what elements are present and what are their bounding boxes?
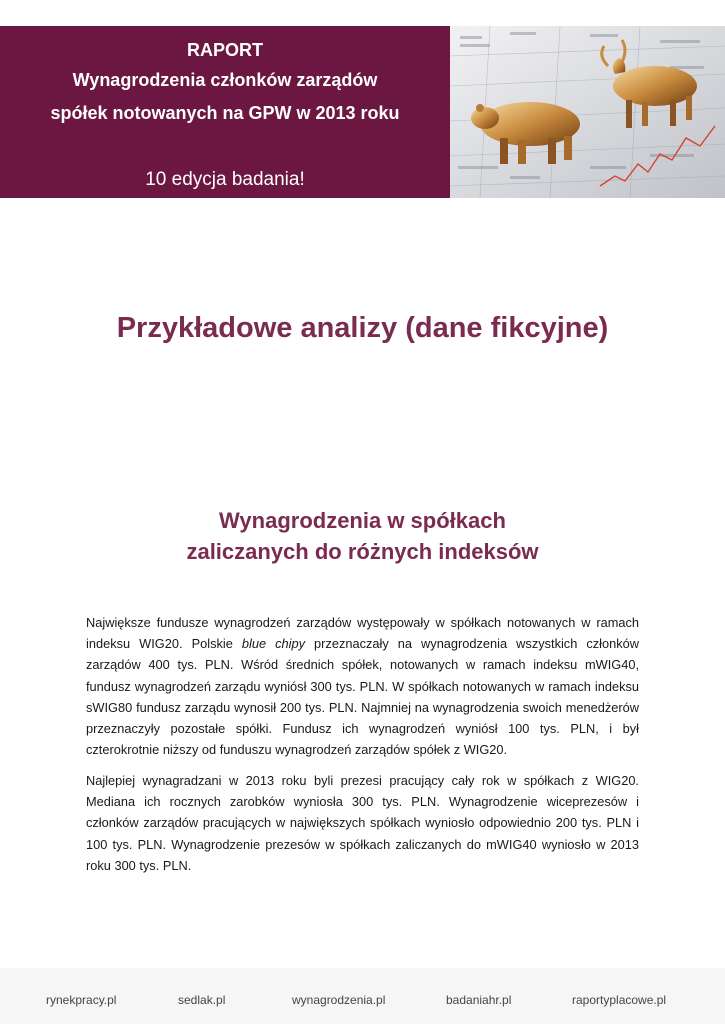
- footer-link-badaniahr[interactable]: badaniahr.pl: [446, 993, 512, 1007]
- footer-link-wynagrodzenia[interactable]: wynagrodzenia.pl: [292, 993, 386, 1007]
- banner-title-line-1: Wynagrodzenia członków zarządów: [72, 70, 378, 90]
- bull-bear-illustration: [450, 26, 725, 198]
- banner-title-line-2: spółek notowanych na GPW w 2013 roku: [50, 103, 400, 123]
- paragraph-1-italic: blue chipy: [241, 636, 305, 652]
- footer-link-sedlak[interactable]: sedlak.pl: [178, 993, 226, 1007]
- footer-link-raportyplacowe[interactable]: raportyplacowe.pl: [572, 993, 667, 1007]
- paragraph-index-funds: [86, 612, 639, 760]
- footer-link-rynekpracy[interactable]: rynekpracy.pl: [46, 993, 117, 1007]
- banner-edition: 10 edycja badania!: [145, 169, 305, 190]
- main-heading: Przykładowe analizy (dane fikcyjne): [116, 312, 609, 344]
- paragraph-ceo-pay: Najlepiej wynagradzani w 2013 roku byli prezesi pracujący cały rok w spółkach z WIG20. Mediana ich rocznych zarobków wyniosła 300 tys. PLN. Wynagrodzenie wiceprezesów i członków zarządów pracujących w największych spółkach wyniosło odpowiednio 200 tys. PLN i 100 tys. PLN. Wynagrodzenie prezesów w spółkach zaliczanych do mWIG40 wyniosło w 2013 roku 300 tys. PLN.: [86, 773, 639, 873]
- footer: [0, 968, 725, 1024]
- paragraph-1-text-a: Największe fundusze wynagrodzeń zarządów występowały w spółkach notowanych w ramach indeksu WIG20. Polskie: [86, 615, 639, 652]
- banner-text: [0, 26, 450, 198]
- section-heading: [0, 505, 725, 567]
- section-heading-line-1: Wynagrodzenia w spółkach: [219, 508, 506, 533]
- paragraph-1-text-b: przeznaczały na wynagrodzenia wszystkich członków zarządów 400 tys. PLN. Wśród średnich spółek, notowanych w ramach indeksu mWIG40, fundusz wynagrodzeń zarządu wyniósł 300 tys. PLN. W spółkach notowanych w ramach indeksu sWIG80 fundusz zarządu wynosił 200 tys. PLN. Najmniej na wynagrodzenia swoich menedżerów przeznaczyły pozostałe spółki. Fundusz ich wynagrodzeń wyniósł 100 tys. PLN, i był czterokrotnie niższy od funduszu wynagrodzeń zarządów spółek z WIG20.: [86, 636, 639, 758]
- section-heading-line-2: zaliczanych do różnych indeksów: [186, 539, 539, 564]
- report-banner: [0, 26, 725, 198]
- bull-bear-image: [450, 26, 725, 198]
- banner-report-label: RAPORT: [187, 40, 263, 60]
